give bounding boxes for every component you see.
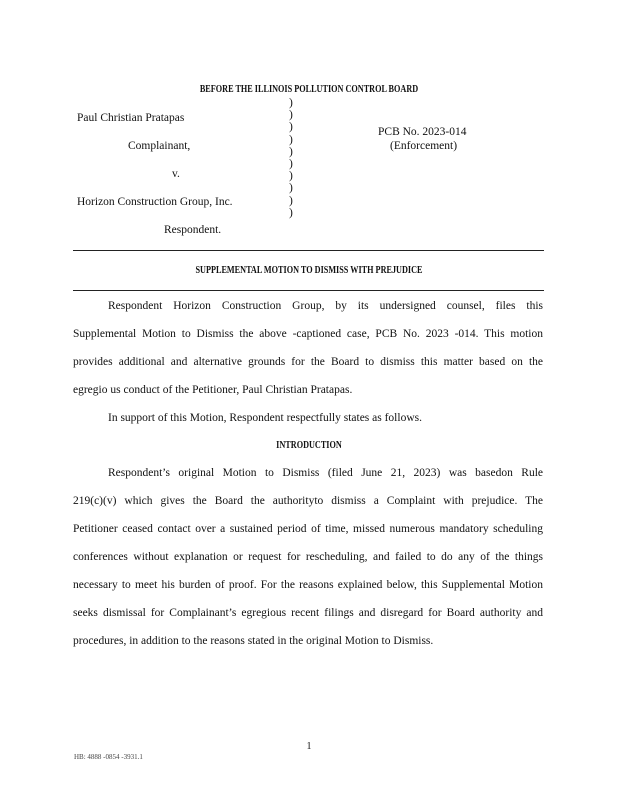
paren: ): [289, 182, 293, 195]
body-line: procedures, in addition to the reasons stated in the original Motion to Dismiss.: [73, 635, 434, 647]
respondent-name: Horizon Construction Group, Inc.: [77, 196, 233, 208]
respondent-role: Respondent.: [164, 224, 222, 236]
paren: ): [289, 109, 293, 122]
document-code: HB: 4888 -0854 -3931.1: [74, 753, 143, 761]
section-heading-introduction: INTRODUCTION: [276, 440, 342, 451]
complainant-role: Complainant,: [128, 140, 191, 152]
paren: ): [289, 158, 293, 171]
bottom-divider: [73, 290, 544, 291]
body-line: Respondent’s original Motion to Dismiss (filed June 21, 2023) was basedon Rule: [108, 467, 543, 479]
support-line: In support of this Motion, Respondent respectfully states as follows.: [108, 412, 422, 424]
paren: ): [289, 133, 293, 146]
versus-label: v.: [172, 168, 180, 180]
court-heading: BEFORE THE ILLINOIS POLLUTION CONTROL BOARD: [199, 84, 419, 95]
paren: ): [289, 206, 293, 219]
body-line: egregio us conduct of the Petitioner, Paul Christian Pratapas.: [73, 384, 353, 396]
body-line: 219(c)(v) which gives the Board the authorityto dismiss a Complaint with prejudice. The: [73, 495, 543, 507]
body-line: Petitioner ceased contact over a sustained period of time, missed numerous mandatory scheduling: [73, 523, 543, 535]
paren: ): [289, 121, 293, 134]
body-line: Respondent Horizon Construction Group, by its undersigned counsel, files this: [108, 300, 543, 312]
paren: ): [289, 170, 293, 183]
case-number: PCB No. 2023-014: [378, 126, 467, 138]
complainant-name: Paul Christian Pratapas: [77, 112, 185, 124]
document-title: SUPPLEMENTAL MOTION TO DISMISS WITH PREJUDICE: [195, 265, 423, 276]
caption-parentheses: [289, 97, 293, 219]
page-number: 1: [306, 741, 312, 752]
case-type: (Enforcement): [390, 140, 458, 152]
body-line: provides additional and alternative grounds for the Board to dismiss this matter based on the: [73, 356, 543, 368]
body-line: seeks dismissal for Complainant’s egregious recent filings and disregard for Board authority and: [73, 607, 543, 619]
paren: ): [289, 145, 293, 158]
body-line: conferences without explanation or request for rescheduling, and failed to do any of the things: [73, 551, 543, 563]
top-divider: [73, 250, 544, 251]
paren: ): [289, 194, 293, 207]
paren: ): [289, 97, 293, 109]
body-line: necessary to meet his burden of proof. For the reasons explained below, this Supplemental Motion: [73, 579, 543, 591]
body-line: Supplemental Motion to Dismiss the above -captioned case, PCB No. 2023 -014. This motion: [73, 328, 543, 340]
